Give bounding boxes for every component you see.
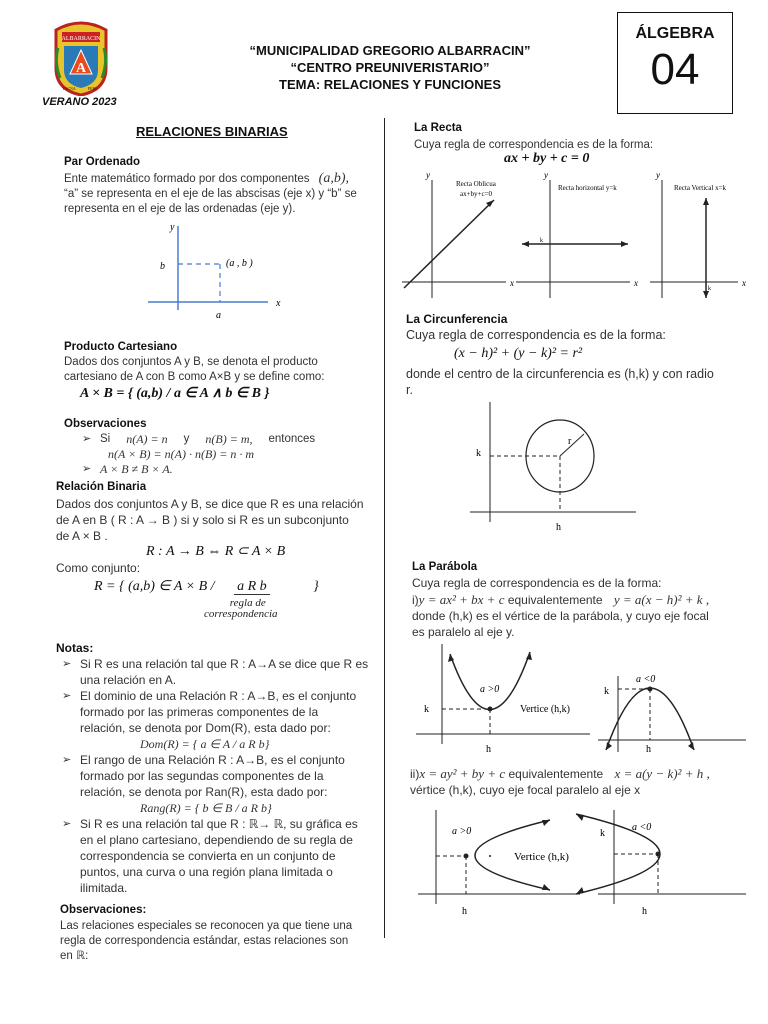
relacion-rule: a R b xyxy=(234,579,270,595)
relacion-set-formula: R = { (a,b) ∈ A × B / a R b } xyxy=(94,579,319,594)
subject-number: 04 xyxy=(650,45,700,94)
par-fig-y: y xyxy=(170,222,175,233)
obs2-line-1: Las relaciones especiales se reconocen ya que tiene una xyxy=(60,920,353,932)
par-fig-x: x xyxy=(276,298,281,309)
par-text-1: Ente matemático formado por dos componentes xyxy=(64,173,310,185)
svg-text:Vertice (h,k): Vertice (h,k) xyxy=(520,704,570,715)
parabola-y-graphs xyxy=(410,640,750,762)
svg-text:h: h xyxy=(486,744,491,755)
svg-text:k: k xyxy=(476,448,481,459)
observaciones2-heading: Observaciones: xyxy=(60,904,147,916)
season-label: VERANO 2023 xyxy=(42,96,117,108)
svg-text:x: x xyxy=(634,278,638,288)
recta-graphs xyxy=(398,170,750,302)
logo xyxy=(52,18,110,96)
parabola-ii-line-1: ii)x = ay² + by + c equivalentemente x = a(y − k)² + h , xyxy=(410,766,710,781)
recta-heading: La Recta xyxy=(414,122,462,134)
svg-text:x: x xyxy=(510,278,514,288)
notas-heading: Notas: xyxy=(56,641,94,655)
logo-right-text: PERU xyxy=(87,86,99,91)
column-divider xyxy=(384,118,385,938)
obs2-line-3: en ℝ: xyxy=(60,950,89,962)
obs-item-1: ➢ Si n(A) = n y n(B) = m, entonces xyxy=(82,432,382,447)
como-conjunto: Como conjunto: xyxy=(56,561,141,575)
regla-label-2: correspondencia xyxy=(204,608,278,620)
svg-text:k: k xyxy=(708,286,711,292)
nota-4: ➢ Si R es una relación tal que R : ℝ→ ℝ, su gráfica es en el plano cartesiano, dependiendo de su regla de correspondencia se convierta en un conjunto de puntos, una curva o una región plana limitada o ilimitada. xyxy=(62,816,374,896)
par-ordenado-heading: Par Ordenado xyxy=(64,156,141,168)
relacion-text-2: de A en B ( R : A → B ) si y solo si R es un subconjunto xyxy=(56,513,349,527)
svg-text:r: r xyxy=(568,436,572,447)
producto-heading: Producto Cartesiano xyxy=(64,341,178,353)
nota-3: ➢ El rango de una Relación R : A→B, es el conjunto formado por las segundas componentes de la relación, se denota por Ran(R), esta dado por: Rang(R) = { b ∈ B / a R b} xyxy=(62,752,374,816)
circunferencia-formula: (x − h)² + (y − k)² = r² xyxy=(454,346,583,361)
svg-text:y: y xyxy=(544,170,548,180)
par-fig-b: b xyxy=(160,261,165,272)
svg-text:k: k xyxy=(540,238,543,244)
svg-text:y: y xyxy=(656,170,660,180)
par-math-1: (a,b), xyxy=(318,171,349,186)
obs2-line-2: regla de correspondencia estándar, estas relaciones son xyxy=(60,935,349,947)
recta-oblicua-label: Recta Oblicua xyxy=(456,180,496,188)
parabola-heading: La Parábola xyxy=(412,561,478,573)
header-title-1: “MUNICIPALIDAD GREGORIO ALBARRACIN” xyxy=(249,43,531,58)
logo-top-text: ALBARRACIN xyxy=(61,36,101,42)
circunferencia-text: Cuya regla de correspondencia es de la forma: xyxy=(406,328,666,342)
recta-oblicua-eq: ax+by+c=0 xyxy=(460,190,493,198)
svg-text:a >0: a >0 xyxy=(452,826,472,837)
svg-text:a <0: a <0 xyxy=(636,674,656,685)
header-title-2: “CENTRO PREUNIVERISTARIO” xyxy=(290,60,490,75)
svg-text:a >0: a >0 xyxy=(480,684,500,695)
parabola-i-line-3: es paralelo al eje y. xyxy=(412,625,515,639)
recta-formula: ax + by + c = 0 xyxy=(504,151,590,166)
svg-text:k: k xyxy=(600,828,605,839)
recta-vertical-label: Recta Vertical x=k xyxy=(674,184,727,192)
svg-text:k: k xyxy=(604,686,609,697)
svg-text:h: h xyxy=(646,744,651,755)
par-fig-point: (a , b ) xyxy=(226,258,253,269)
par-text-2: “a” se representa en el eje de las abscisas (eje x) y “b” se xyxy=(64,188,357,200)
par-fig-a: a xyxy=(216,310,221,321)
obs-item-2: ➢ A × B ≠ B × A. xyxy=(82,462,382,478)
svg-text:Vertice (h,k): Vertice (h,k) xyxy=(514,851,569,863)
recta-text: Cuya regla de correspondencia es de la forma: xyxy=(414,139,654,151)
svg-text:h: h xyxy=(642,906,647,917)
parabola-text: Cuya regla de correspondencia es de la forma: xyxy=(412,576,662,590)
nota-2: ➢ El dominio de una Relación R : A→B, es el conjunto formado por las primeras componentes de la relación, se denota por Dom(R), esta dado por: Dom(R) = { a ∈ A / a R b} xyxy=(62,688,374,752)
par-ordenado-figure xyxy=(140,218,300,324)
producto-formula: A × B = { (a,b) / a ∈ A ∧ b ∈ B } xyxy=(80,386,270,401)
svg-text:a <0: a <0 xyxy=(632,822,652,833)
parabola-i-line-2: donde (h,k) es el vértice de la parábola, y cuyo eje focal xyxy=(412,609,709,623)
header-title-3: TEMA: RELACIONES Y FUNCIONES xyxy=(279,77,501,92)
circunferencia-heading: La Circunferencia xyxy=(406,312,508,326)
logo-left-text: TACNA xyxy=(62,86,76,91)
circunferencia-graph xyxy=(466,398,638,536)
svg-text:x: x xyxy=(742,278,746,288)
subject-label: ÁLGEBRA xyxy=(635,25,715,42)
svg-text:y: y xyxy=(426,170,430,180)
producto-text-2: cartesiano de A con B como A×B y se define como: xyxy=(64,371,325,383)
nota-1: ➢ Si R es una relación tal que R : A→A se dice que R es una relación en A. xyxy=(62,656,374,688)
obs-item-1-formula: n(A × B) = n(A) · n(B) = n · m xyxy=(108,447,255,461)
observaciones-heading: Observaciones xyxy=(64,418,147,430)
par-text-3: representa en el eje de las ordenadas (eje y). xyxy=(64,203,296,215)
svg-text:h: h xyxy=(556,522,561,533)
section-title: RELACIONES BINARIAS xyxy=(136,124,288,139)
recta-horizontal-label: Recta horizontal y=k xyxy=(558,184,617,192)
relacion-heading: Relación Binaria xyxy=(56,481,147,493)
subject-box xyxy=(617,12,733,114)
producto-text-1: Dados dos conjuntos A y B, se denota el producto xyxy=(64,356,318,368)
relacion-formula: R : A → B ⇔ R ⊂ A × B xyxy=(146,544,286,559)
circunferencia-text-2: donde el centro de la circunferencia es (h,k) y con radio xyxy=(406,367,714,381)
parabola-i-line-1: i)y = ax² + bx + c equivalentemente y = a(x − h)² + k , xyxy=(412,592,710,607)
parabola-ii-line-2: vértice (h,k), cuyo eje focal paralelo al eje x xyxy=(410,783,641,797)
svg-text:k: k xyxy=(424,704,429,715)
circunferencia-text-3: r. xyxy=(406,383,413,397)
relacion-text-1: Dados dos conjuntos A y B, se dice que R es una relación xyxy=(56,497,364,511)
svg-text:h: h xyxy=(462,906,467,917)
parabola-x-graphs xyxy=(410,806,750,924)
regla-label-1: regla de xyxy=(229,597,266,609)
logo-letter: A xyxy=(75,61,87,76)
relacion-text-3: de A × B . xyxy=(56,529,108,543)
